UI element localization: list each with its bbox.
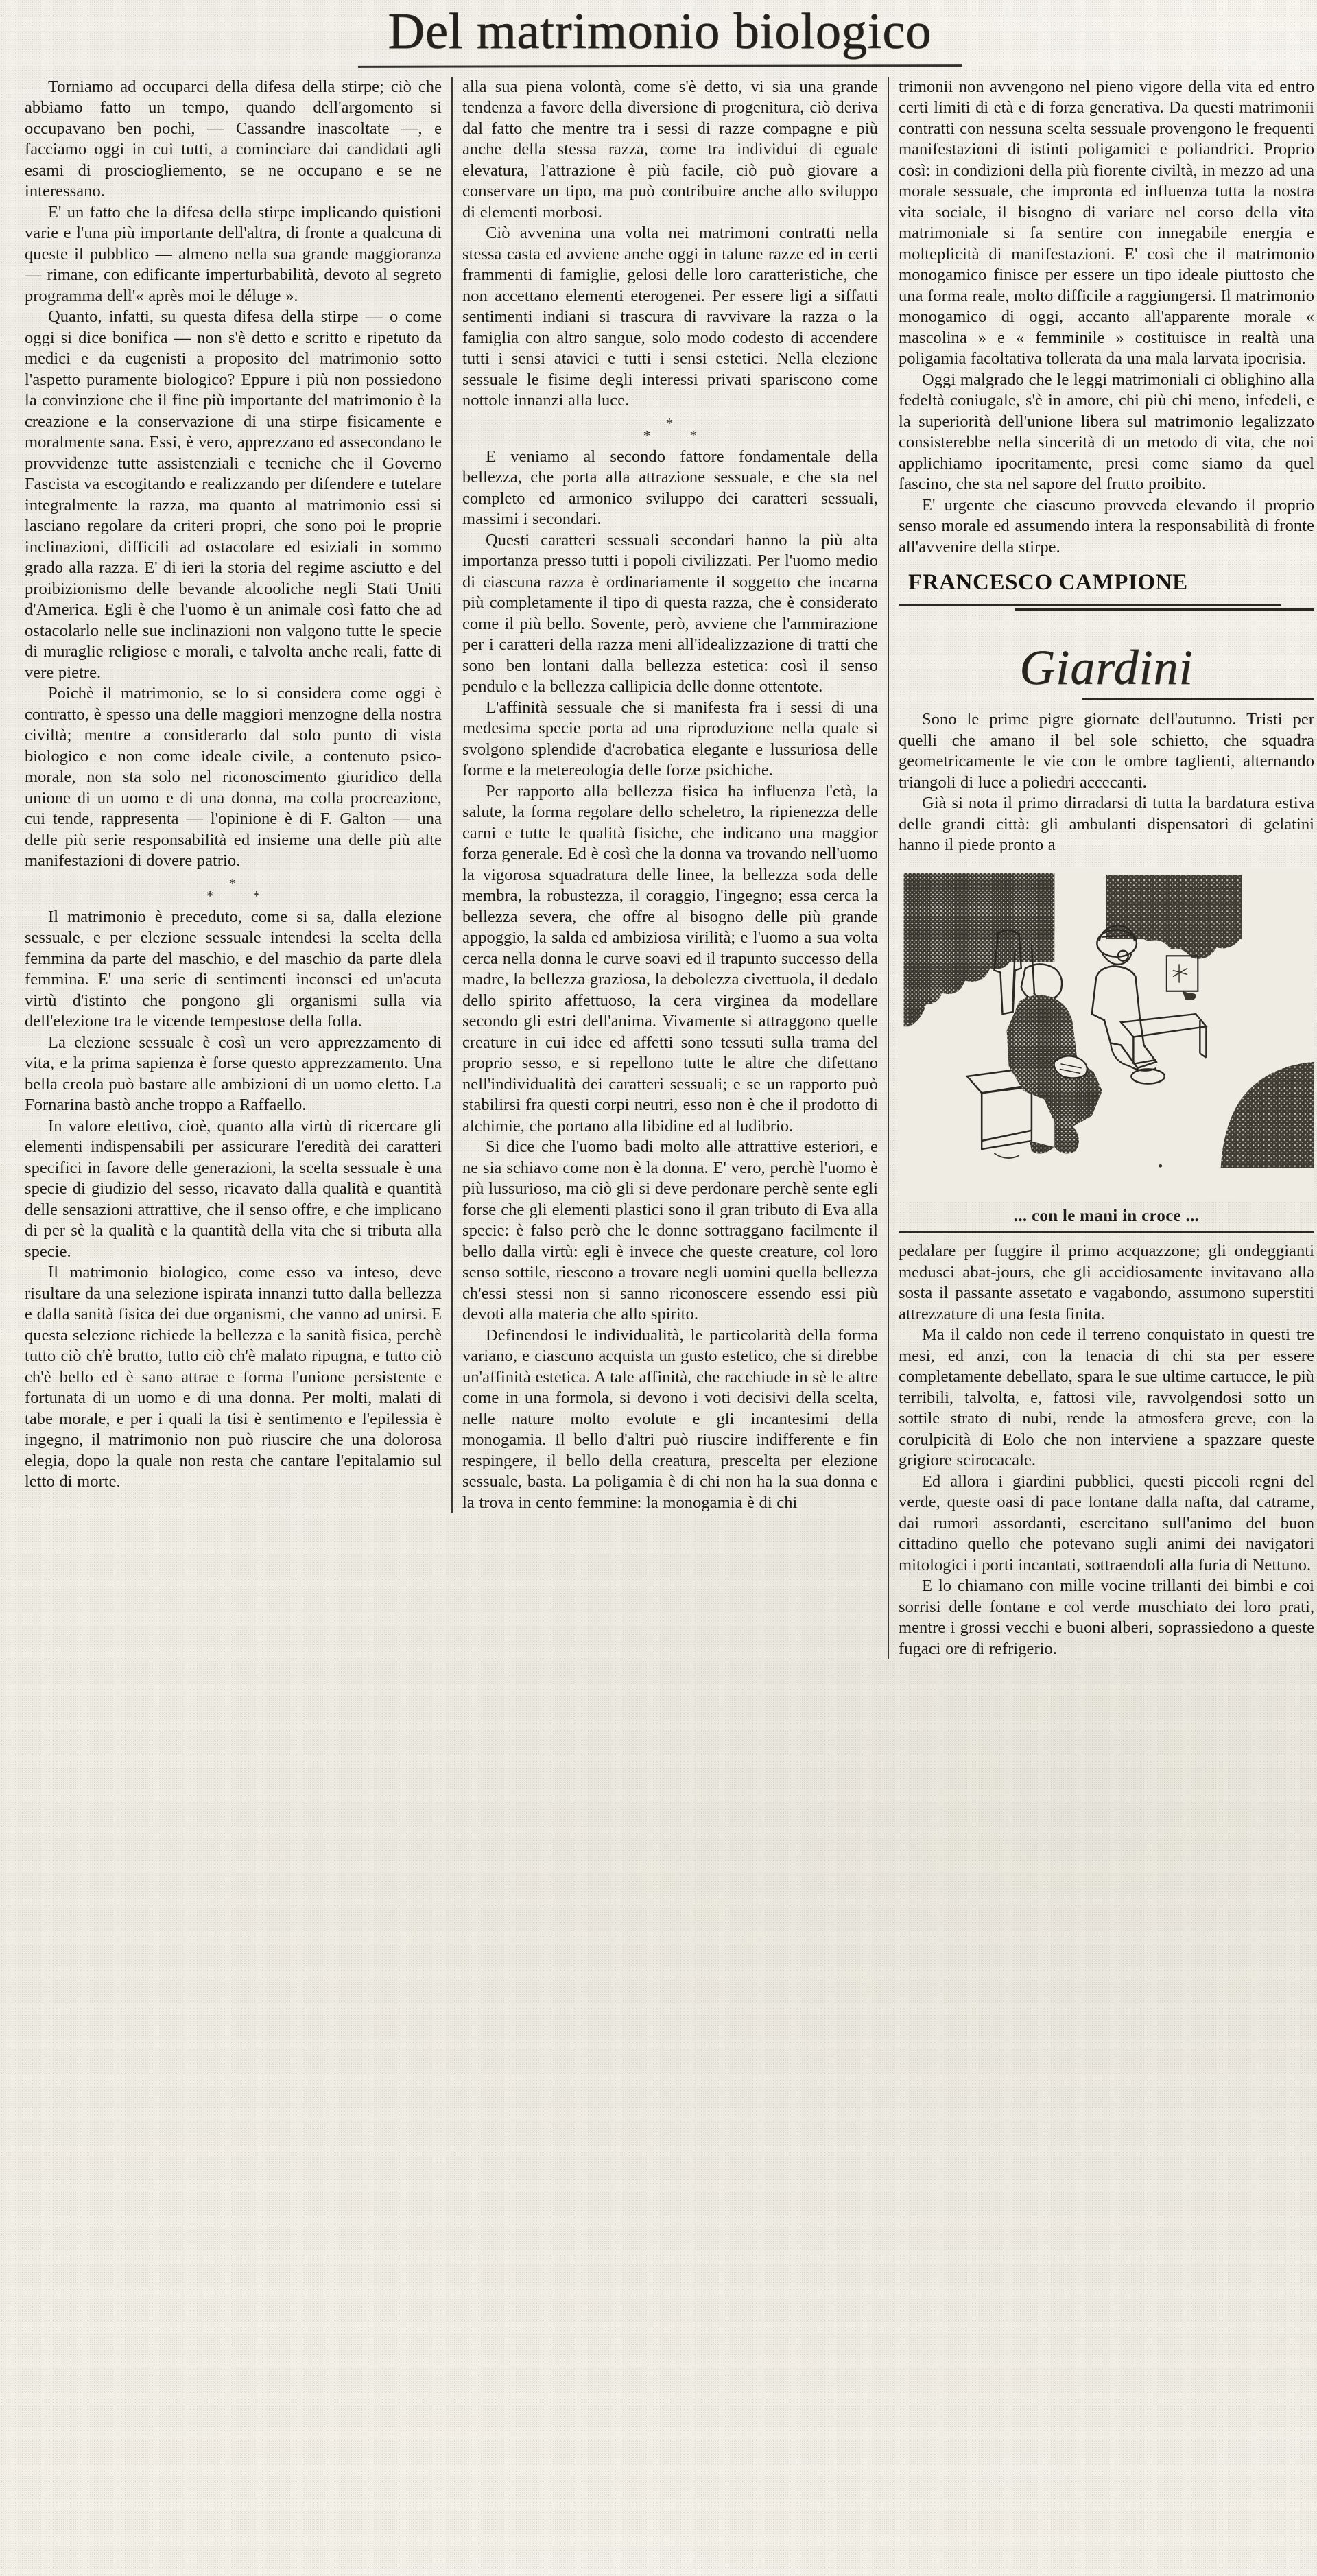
- paragraph: Ma il caldo non cede il terreno conquistato in questi tre mesi, ed anzi, con la tenacia di chi sta per essere completamente debellato, spara le sue ultime cartucce, le più terribili, talvolta, e, fattosi vile, ravvolgendosi sotto un sottile strato di nubi, rende la atmosfera greve, con la corulpicità di Eolo che non interviene a spazzare queste grigiore scirocacale.: [899, 1325, 1314, 1470]
- article-byline: FRANCESCO CAMPIONE: [908, 570, 1188, 595]
- paragraph: E' urgente che ciascuno provveda elevando il proprio senso morale ed assumendo intera la responsabilità di fronte all'avvenire della stirpe.: [899, 495, 1314, 556]
- paragraph: Già si nota il primo dirradarsi di tutta la bardatura estiva delle grandi città: gli ambulanti dispensatori di gelatini hanno il piede pronto a: [899, 794, 1314, 855]
- asterisk-top: *: [228, 875, 238, 892]
- paragraph: Quanto, infatti, su questa difesa della stirpe — o come oggi si dice bonifica — non s'è detto e scritto e ripetuto da medici e da eugenisti a proposito del matrimonio sotto l'aspetto puramente biologico? Eppure i più non possiedono la convinzione che il fine più importante del matrimonio è la creazione e la conservazione di una stirpe fisicamente e moralmente sana. Essi, è vero, apprezzano ed assecondano le provvidenze tutte assistenziali e tecniche che il Governo Fascista va escogitando e realizzando per difendere e tutelare integralmente la razza, ma quanto al matrimonio essi si lasciano regolare da criteri propri, che sono poi le proprie inclinazioni, difficili ad ostacolare ed esiziali in sommo grado alla razza. E' di ieri la storia del regime asciutto e del proibizionismo delle bevande alcooliche negli Stati Uniti d'America. Egli è che l'uomo è un animale così fatto che ad ostacolarlo nelle sue inclinazioni non valgono tutte le specie di muraglie religiose e morali, e talvolta anche reali, fatte di vere pietre.: [25, 307, 442, 682]
- asterisk-top: *: [665, 414, 675, 432]
- illustration-caption: ... con le mani in croce ...: [1013, 1207, 1200, 1226]
- byline-divider-rule-secondary: [1015, 608, 1314, 611]
- paragraph: La elezione sessuale è così un vero apprezzamento di vita, e la prima sapienza è forse questo apprezzamento. Una bella creola può bastare alle ambizioni di un uomo eletto. La Fornarina bastò anche troppo a Raffaello.: [25, 1032, 442, 1115]
- paragraph: trimonii non avvengono nel pieno vigore della vita ed entro certi limiti di età e di forza generativa. Da questi matrimonii contratti con nessuna scelta sessuale provengono le frequenti manifestazioni di istinti poligamici e poliandrici. Proprio così: in condizioni della più fiorente civiltà, in mezzo ad una morale sessuale, che impronta ed influenza tutta la nostra vita sociale, il bisogno di variare nel corso della vita matrimoniale si fa sentire con innegabile energia e molteplicità di manifestazioni. E' così che il matrimonio monogamico finisce per essere un tipo ideale piuttosto che una forma reale, molto difficile a raggiungersi. Il matrimonio monogamico di oggi, accanto all'apparente morale « mascolina » e « femminile » costituisce in realtà una poligamia facoltativa tollerata da una mala larvata ipocrisia.: [899, 77, 1314, 368]
- illustration-figure: [899, 868, 1314, 1233]
- caption-divider-rule: [899, 1231, 1314, 1233]
- headline-text: Del matrimonio biologico: [388, 3, 932, 60]
- asterisk-bottom: * *: [206, 887, 278, 904]
- paragraph: E veniamo al secondo fattore fondamentale della bellezza, che porta alla attrazione sessuale, e che sta nel completo ed armonico sviluppo dei caratteri sessuali, massimi i secondari.: [462, 447, 878, 529]
- paragraph: Ed allora i giardini pubblici, questi piccoli regni del verde, queste oasi di pace lontane dalla nafta, dal catrame, dai rumori assordanti, esercitano sull'animo del buon cittadino quello che potevano sugli animi dei navigatori mitologici i porti incantati, sottraendoli alla furia di Nettuno.: [899, 1472, 1314, 1574]
- column-2: [451, 77, 888, 1514]
- paragraph: E lo chiamano con mille vocine trillanti dei bimbi e coi sorrisi delle fontane e col verde muschiato dei loro prati, mentre i grossi vecchi e buoni alberi, soprassiedono a queste fugaci ore di refrigerio.: [899, 1576, 1314, 1658]
- section-separator: [462, 414, 878, 444]
- park-bench-scene-illustration: [899, 868, 1314, 1201]
- feature-title-text: Giardini: [1019, 640, 1194, 696]
- paragraph: Oggi malgrado che le leggi matrimoniali ci oblighino alla fedeltà coniugale, s'è in amore, chi più chi meno, infedeli, e la superiorità dell'unione libera sul matrimonio legalizzato consisterebbe nella sincerità di un metodo di vita, che noi applichiamo ipocritamente, presi come siamo da quel fascino, che sta nel sapore del frutto proibito.: [899, 370, 1314, 494]
- paragraph: Si dice che l'uomo badi molto alle attrattive esteriori, e ne sia schiavo come non è la donna. E' vero, perchè l'uomo è più lussurioso, ma ciò gli si deve perdonare perchè sente egli forse che gli elementi plastici sono il gran tributo di Eva alla specie: è falso però che le donne sottraggano facilmente il bello dalla virtù: egli è invece che queste creature, col loro senso sottile, riescono a trovare negli uomini quella bellezza ch'essi stessi non si sanno riconoscere essendo essi più devoti alla materia che allo spirito.: [462, 1137, 878, 1324]
- paragraph: Poichè il matrimonio, se lo si considera come oggi è contratto, è spesso una delle maggiori menzogne della nostra civiltà; mentre a considerarlo dal solo punto di vista biologico e non come ideale civile, a contenuto psico-morale, non sta solo nel riconoscimento giuridico della unione di un uomo e di una donna, ma colla procreazione, cui tende, rappresenta — l'opinione è di F. Galton — una delle più serie responsabilità ed insieme una delle più alte manifestazioni di dovere patrio.: [25, 684, 442, 871]
- paragraph: Il matrimonio biologico, come esso va inteso, deve risultare da una selezione ispirata innanzi tutto dalla bellezza e dalla sanità fisica dei due organismi, che vanno ad unirsi. E questa selezione richiede la bellezza e la sanità fisica, perchè tutto ciò ch'è brutto, tutto ciò ch'è malato ripugna, e tutto ciò ch'è bello ed è sano attrae e forma l'unione persistente e fortunata di un uomo e di una donna. Per molti, malati di tabe morale, e per i quali la tisi è sentimento e l'epilessia è ingegno, il matrimonio non può riuscire che una dolorosa elegia, dopo la quale non resta che cantare l'epitalamio sul letto di morte.: [25, 1263, 442, 1491]
- article-columns: [15, 77, 1314, 1660]
- feature-title: [899, 641, 1314, 694]
- byline-divider-rule: [899, 604, 1281, 606]
- paragraph: L'affinità sessuale che si manifesta fra i sessi di una medesima specie porta ad una riproduzione nella quale si svolgono splendide d'acrobatica elegante e lussuriosa delle forme e la metereologia delle forze psichiche.: [462, 698, 878, 780]
- paragraph: alla sua piena volontà, come s'è detto, vi sia una grande tendenza a favore della diversione di progenitura, ciò deriva dal fatto che mentre tra i sessi di razze compagne e più anche della stessa razza, come tra individui di eguale elevatura, l'attrazione è più facile, ciò può giovare a conservare un tipo, ma può contribuire anche allo sviluppo di elementi morbosi.: [462, 77, 878, 222]
- paragraph: pedalare per fuggire il primo acquazzone; gli ondeggianti medusci abat-jours, che gli accidiosamente invitavano alla sosta il passante assetato e vagabondo, assumono superstiti attrezzature di una festa finita.: [899, 1242, 1314, 1323]
- paragraph: E' un fatto che la difesa della stirpe implicando quistioni varie e l'una più importante dell'altra, di fronte a qualcuna di queste il pubblico — almeno nella sua grande maggioranza — rimane, con edificante imperturbabilità, devoto al segreto programma dell'« après moi le déluge ».: [25, 202, 442, 305]
- headline-divider-rule: [358, 64, 962, 68]
- paragraph: Il matrimonio è preceduto, come si sa, dalla elezione sessuale, e per elezione sessuale intendesi la scelta della femmina da parte del maschio, e del maschio da parte dlela femmina. E' una serie di sentimenti inconsci ed un'acuta virtù d'istinto che pongono gli organismi sulla via dell'elezione tra le vicende tempestose della folla.: [25, 907, 442, 1031]
- feature-divider-rule: [1082, 698, 1314, 700]
- paragraph: In valore elettivo, cioè, quanto alla virtù di ricercare gli elementi indispensabili per assicurare l'eredità dei caratteri specifici in favore delle generazioni, la scelta sessuale è una specie di giudizio del sesso, ricavato dalla qualità e quantità delle sensazioni attrattive, che il senso offre, e che implicano di per sè la qualità e la quantità della vita che si tributa alla specie.: [25, 1116, 442, 1261]
- column-3: [888, 77, 1317, 1660]
- column-1: [15, 77, 451, 1493]
- paragraph: Questi caratteri sessuali secondari hanno la più alta importanza presso tutti i popoli civilizzati. Per l'uomo medio di ciascuna razza è ordinariamente il soggetto che incarna più completamente il tipo di questa razza, che è considerato come il più bello. Sovente, però, avviene che l'ammirazione per i caratteri della razza meni all'idealizzazione di tratti che sono ben lontani dalla bellezza estetica: così il senso pendulo e la bellezza callipicia delle donne ottentote.: [462, 530, 878, 696]
- section-separator: [25, 875, 442, 904]
- paragraph: Torniamo ad occuparci della difesa della stirpe; ciò che abbiamo fatto un tempo, quando dell'argomento si occupavano ben pochi, — Cassandre inascoltate —, e facciamo oggi in cui tutti, a cominciare dai candidati agli esami di prosciogliemento, se ne occupano e se ne interessano.: [25, 77, 442, 201]
- paragraph: Sono le prime pigre giornate dell'autunno. Tristi per quelli che amano il bel sole schietto, che squadra geometricamente le vie con le ombre taglienti, alternando triangoli di luce a poliedri accecanti.: [899, 710, 1314, 792]
- page-headline: [15, 3, 1305, 58]
- paragraph: Per rapporto alla bellezza fisica ha influenza l'età, la salute, la forma regolare dello scheletro, la ripienezza delle carni e tutte le qualità fisiche, che indicano una maggior forza generale. Ed è così che la donna va trovando nell'uomo la vigorosa squadratura delle linee, la bellezza soda delle membra, la robustezza, il coraggio, l'ingegno; essa cerca la bellezza severa, che offre al bisogno delle più grande appoggio, la salda ed ambiziosa virilità; e l'uomo a sua volta cerca nella donna le curve soavi ed il trapunto successo della madre, la bellezza graziosa, la debolezza civettuola, il dedalo dello spirito affettuoso, la cera virginea da modellare secondo gli estri dell'anima. Vivamente si attraggono quelle creature in cui idee ed affetti sono tessuti sulla trama del proprio sesso, e si repellono tutte le altre che difettano nell'individualità dei caratteri sessuali; e se un rapporto può stabilirsi fra questi corpi neutri, esso non è che il prodotto di alchimie, che portano alla libidine ed al ludibrio.: [462, 781, 878, 1135]
- paragraph: Definendosi le individualità, le particolarità della forma variano, e ciascuno acquista un gusto estetico, che si direbbe un'affinità estetica. A tale affinità, che racchiude in sè le altre come in una formola, si devono i voti decisivi della scelta, nelle nature molto evolute e gli incantesimi della monogamia. Il bello d'altri può riuscire indifferente e fin respingere, il bello della creatura, prescelta per elezione sessuale, basta. La poligamia è di chi non ha la sua donna e la trova in cento femmine: la monogamia è di chi: [462, 1325, 878, 1512]
- paragraph: Ciò avvenina una volta nei matrimoni contratti nella stessa casta ed avviene anche oggi in talune razze ed in certi frammenti di famiglie, gelosi delle loro caratteristiche, che non accettano elementi eterogenei. Per essere ligi a siffatti sentimenti indiani si trascura di ravvivare la razza o la famiglia con altro sangue, solo modo codesto di accendere tutti i sensi atavici e tutti i sensi estetici. Nella elezione sessuale le fisime degli interessi privati spariscono come nottole innanzi alla luce.: [462, 224, 878, 410]
- asterisk-bottom: * *: [643, 427, 715, 444]
